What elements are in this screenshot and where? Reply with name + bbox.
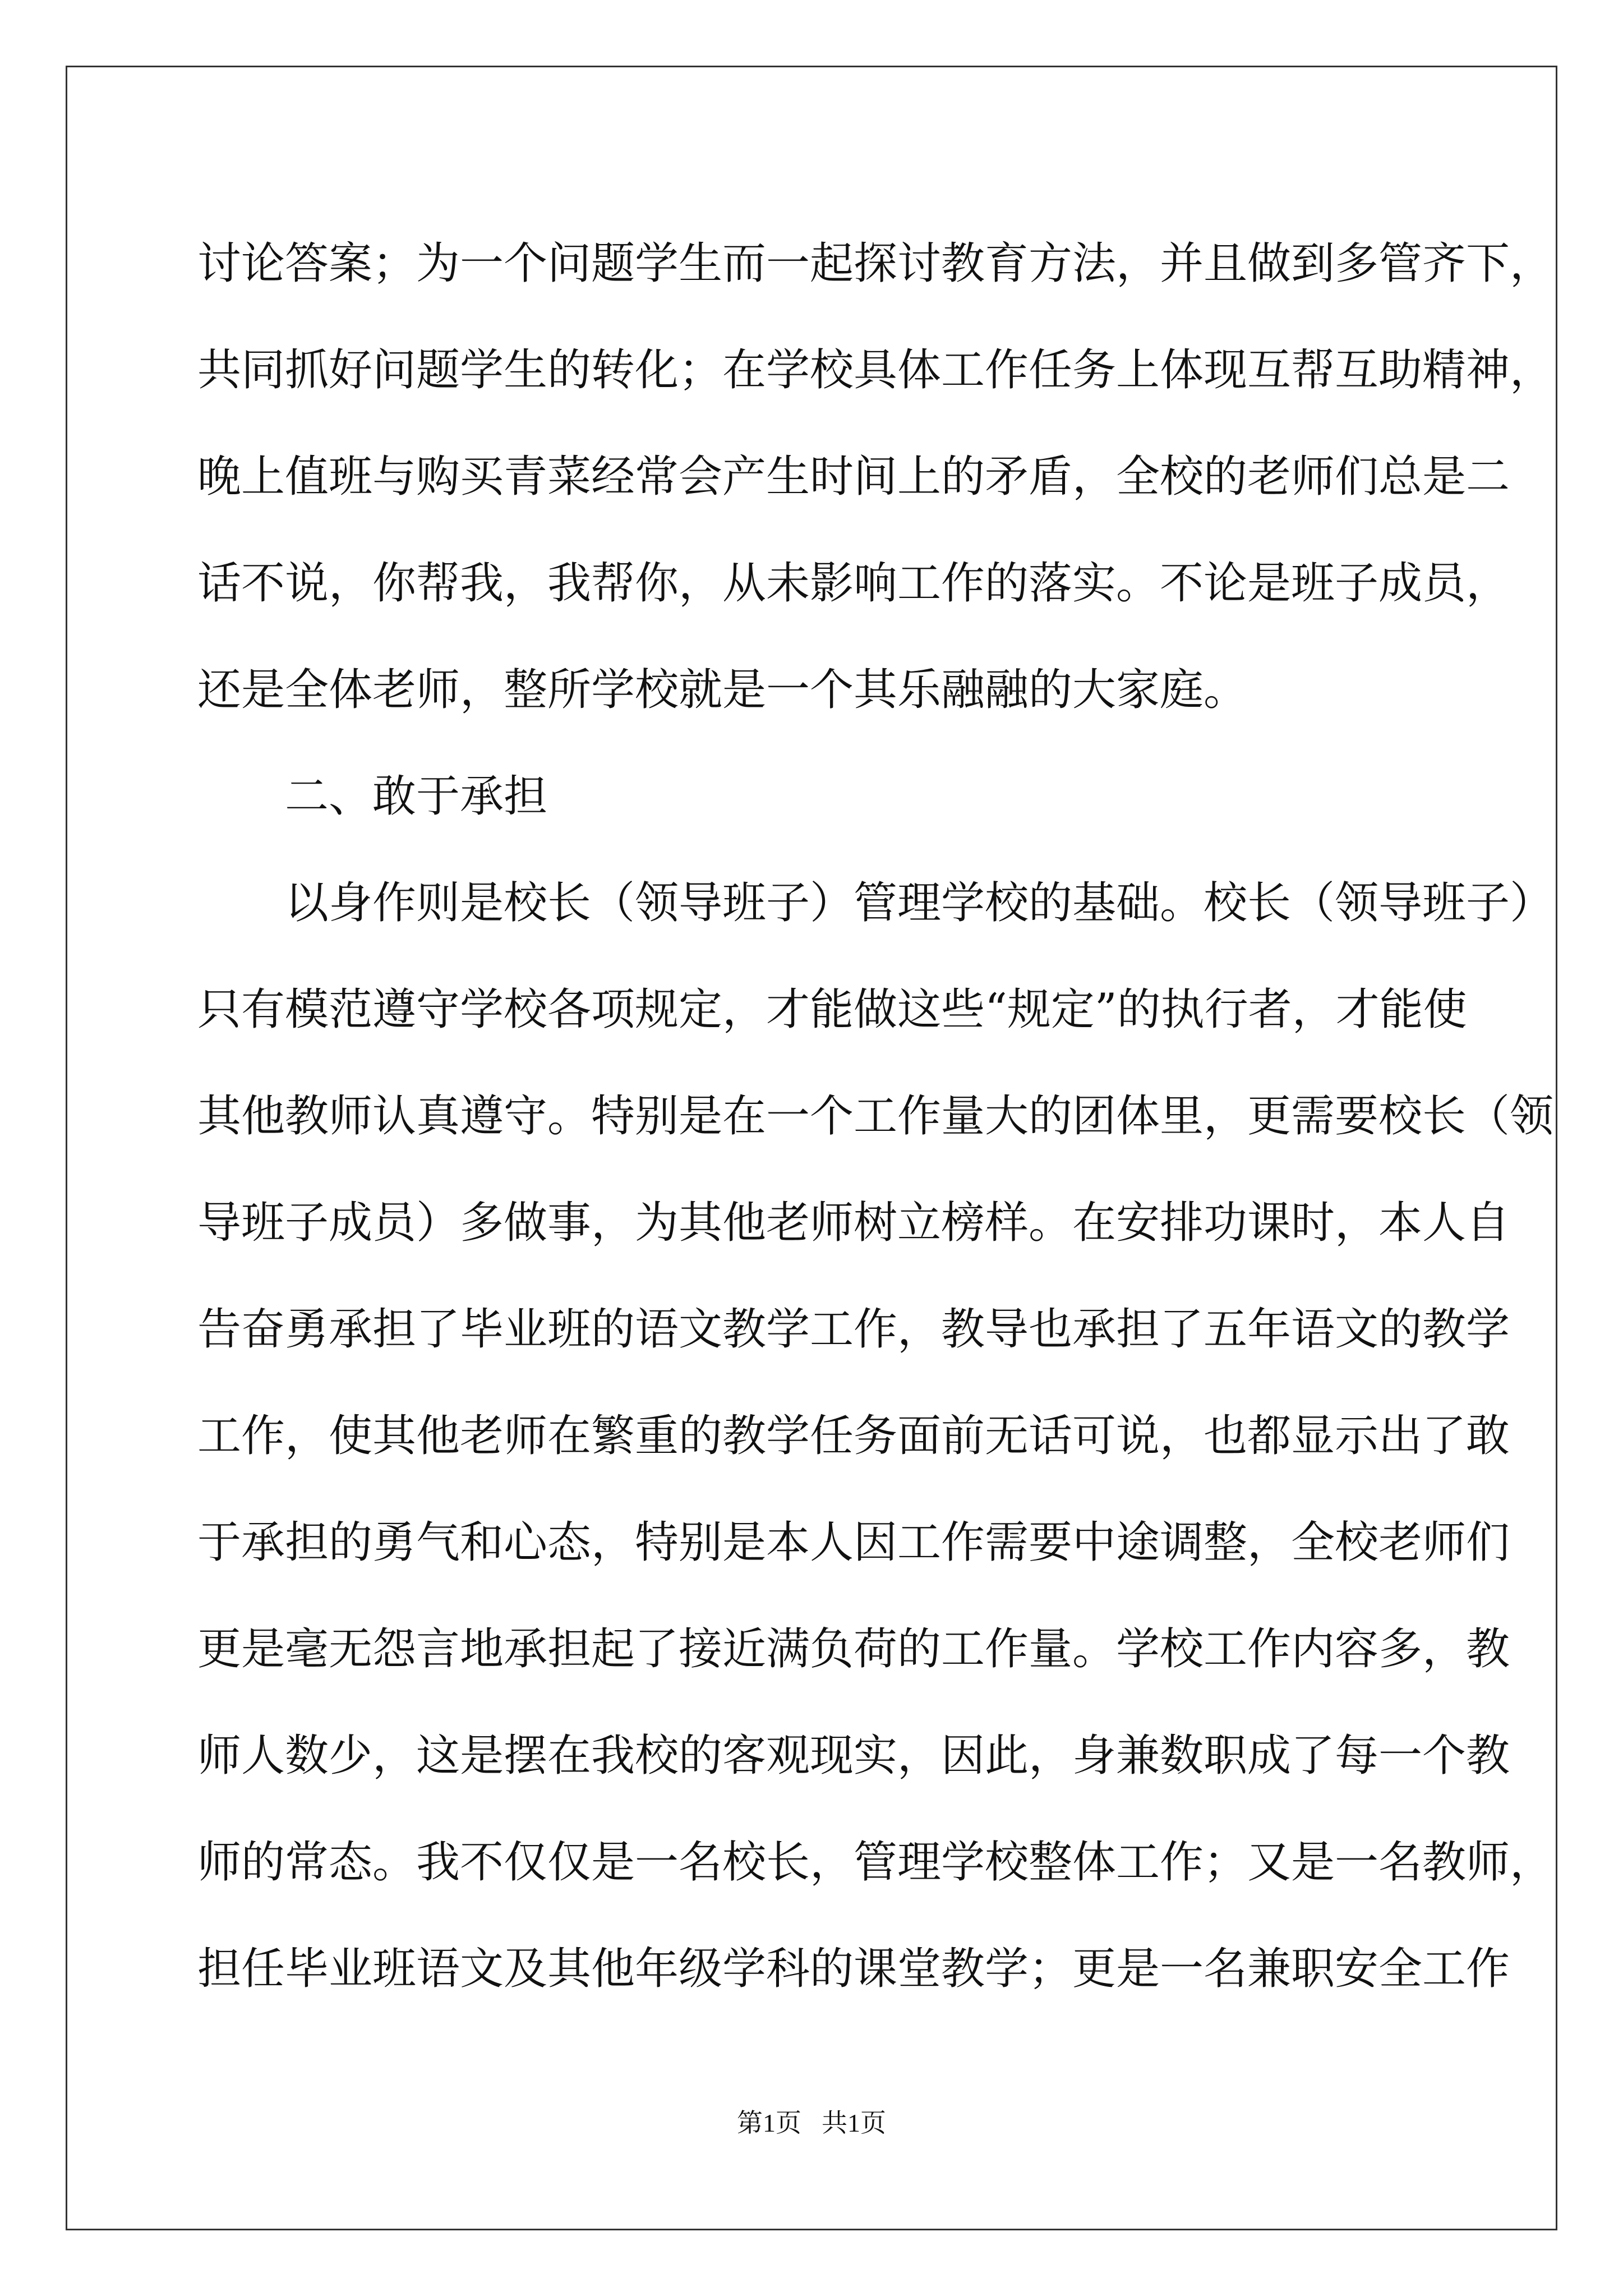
body-line: 讨论答案；为一个问题学生而一起探讨教育方法，并且做到多管齐下，	[197, 238, 1554, 289]
body-line: 只有模范遵守学校各项规定，才能做这些“规定”的执行者，才能使	[197, 984, 1467, 1035]
body-line: 还是全体老师，整所学校就是一个其乐融融的大家庭。	[197, 665, 1248, 715]
page-footer	[0, 2102, 1623, 2139]
body-line: 共同抓好问题学生的转化；在学校具体工作任务上体现互帮互助精神，	[197, 345, 1554, 395]
paragraph-first-line: 以身作则是校长（领导班子）管理学校的基础。校长（领导班子）	[285, 878, 1554, 928]
body-line: 担任毕业班语文及其他年级学科的课堂教学；更是一名兼职安全工作	[197, 1944, 1510, 1994]
body-line: 话不说，你帮我，我帮你，从未影响工作的落实。不论是班子成员，	[197, 558, 1510, 609]
body-line: 师的常态。我不仅仅是一名校长，管理学校整体工作；又是一名教师，	[197, 1837, 1554, 1888]
section-heading: 二、敢于承担	[285, 771, 548, 822]
body-line: 师人数少，这是摆在我校的客观现实，因此，身兼数职成了每一个教	[197, 1731, 1510, 1781]
body-line: 告奋勇承担了毕业班的语文教学工作，教导也承担了五年语文的教学	[197, 1304, 1510, 1355]
document-body	[197, 210, 1554, 2022]
body-line: 工作，使其他老师在繁重的教学任务面前无话可说，也都显示出了敢	[197, 1411, 1510, 1461]
total-pages-label: 共1页	[822, 2109, 886, 2137]
body-line: 导班子成员）多做事，为其他老师树立榜样。在安排功课时，本人自	[197, 1198, 1510, 1248]
body-line: 于承担的勇气和心态，特别是本人因工作需要中途调整，全校老师们	[197, 1517, 1510, 1568]
body-line: 更是毫无怨言地承担起了接近满负荷的工作量。学校工作内容多，教	[197, 1624, 1510, 1674]
current-page-label: 第1页	[737, 2109, 801, 2137]
body-line: 其他教师认真遵守。特别是在一个工作量大的团体里，更需要校长（领	[197, 1091, 1554, 1142]
body-line: 晚上值班与购买青菜经常会产生时间上的矛盾，全校的老师们总是二	[197, 452, 1510, 502]
